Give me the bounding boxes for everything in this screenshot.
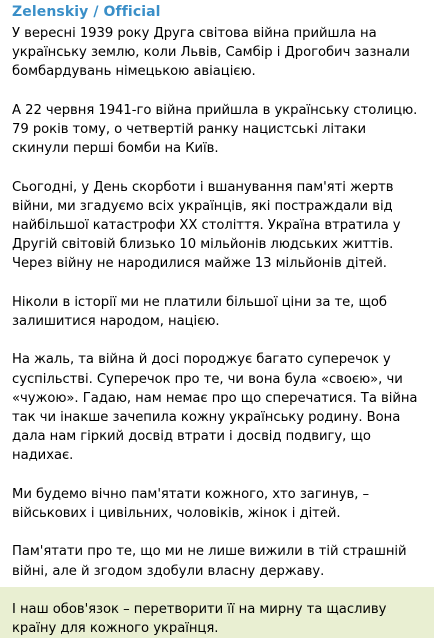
post-paragraph: І наш обов'язок – перетворити її на мирну та щасливу країну для кожного українця. [12, 601, 387, 637]
post-paragraph: На жаль, та війна й досі породжує багато суперечок у суспільстві. Суперечок про те, чи вона була «своєю», чи «чужою». Гадаю, нам немає про що сперечатися. Та війна так чи інакше зачепила кожну українську родину. Вона дала нам гіркий досвід втрати і досвід подвигу, що надихає. [12, 352, 418, 464]
channel-name[interactable]: Zelenskiy / Official [12, 4, 161, 20]
post-paragraph: А 22 червня 1941-го війна прийшла в українську столицю. 79 років тому, о четвертій ранку нацистські літаки скинули перші бомби на Київ. [12, 102, 418, 157]
post-paragraph: У вересні 1939 року Друга світова війна прийшла на українську землю, коли Львів, Самбір і Дрогобич зазнали бомбардувань німецькою авіацією. [12, 26, 410, 80]
post-paragraph: Сьогодні, у День скорботи і вшанування пам'яті жертв війни, ми згадуємо всіх українців, які постраждали від найбільшої катастрофи XX століття. Україна втратила у Другій світовій близько 10 мільйонів людських життів. Через війну не народилися майже 13 мільйонів дітей. [12, 179, 401, 272]
post-text [12, 24, 424, 638]
post-paragraph: Ми будемо вічно пам'ятати кожного, хто загинув, – військових і цивільних, чоловіків, жінок і дітей. [12, 486, 370, 521]
post-paragraph: Ніколи в історії ми не платили більшої ціни за те, щоб залишитися народом, нацією. [12, 294, 387, 329]
post-paragraph: Пам'ятати про те, що ми не лише вижили в тій страшній війні, але й згодом здобули власну державу. [12, 544, 407, 579]
